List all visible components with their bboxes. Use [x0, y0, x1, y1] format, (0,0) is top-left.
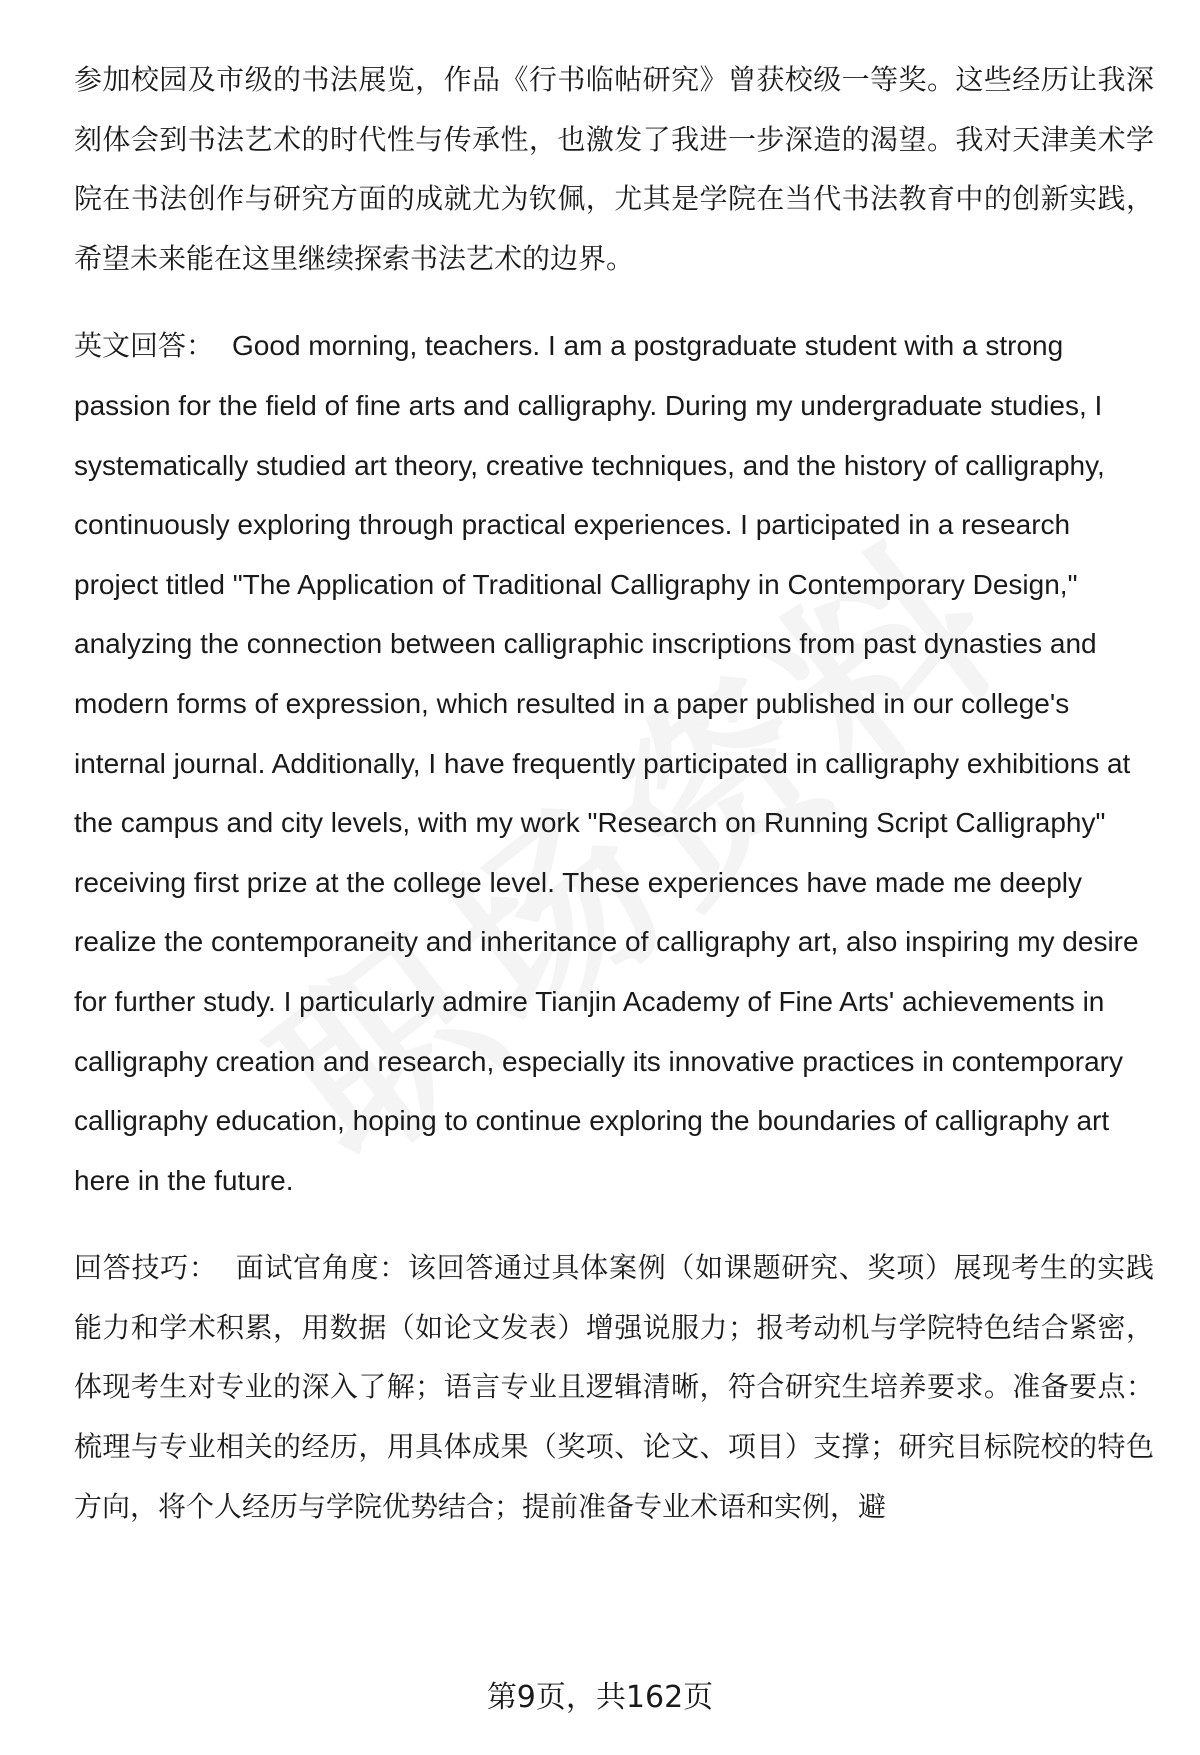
english-answer-label: 英文回答：	[74, 329, 215, 363]
english-answer-paragraph	[74, 316, 1154, 1210]
intro-paragraph: 参加校园及市级的书法展览，作品《行书临帖研究》曾获校级一等奖。这些经历让我深刻体会到书法艺术的时代性与传承性，也激发了我进一步深造的渴望。我对天津美术学院在书法创作与研究方面的成就尤为钦佩，尤其是学院在当代书法教育中的创新实践，希望未来能在这里继续探索书法艺术的边界。	[74, 63, 1154, 275]
page-number: 第9页，共162页	[486, 1680, 714, 1715]
answer-tips-paragraph	[74, 1238, 1154, 1536]
answer-tips-label: 回答技巧：	[74, 1251, 218, 1285]
document-page	[74, 50, 1154, 1536]
answer-tips-text: 面试官角度：该回答通过具体案例（如课题研究、奖项）展现考生的实践能力和学术积累，用数据（如论文发表）增强说服力；报考动机与学院特色结合紧密，体现考生对专业的深入了解；语言专业且逻辑清晰，符合研究生培养要求。准备要点：梳理与专业相关的经历，用具体成果（奖项、论文、项目）支撑；研究目标院校的特色方向，将个人经历与学院优势结合；提前准备专业术语和实例，避	[74, 1251, 1154, 1523]
english-answer-text: Good morning, teachers. I am a postgraduate student with a strong passion for the field of fine arts and calligraphy. During my undergraduate studies, I systematically studied art theory, creative techniques, and the history of calligraphy, continuously exploring through practical experiences. I participated in a research project titled "The Application of Traditional Calligraphy in Contemporary Design," analyzing the connection between calligraphic inscriptions from past dynasties and modern forms of expression, which resulted in a paper published in our college's internal journal. Additionally, I have frequently participated in calligraphy exhibitions at the campus and city levels, with my work "Research on Running Script Calligraphy" receiving first prize at the college level. These experiences have made me deeply realize the contemporaneity and inheritance of calligraphy art, also inspiring my desire for further study. I particularly admire Tianjin Academy of Fine Arts' achievements in calligraphy creation and research, especially its innovative practices in contemporary calligraphy education, hoping to continue exploring the boundaries of calligraphy art here in the future.	[74, 330, 1139, 1196]
